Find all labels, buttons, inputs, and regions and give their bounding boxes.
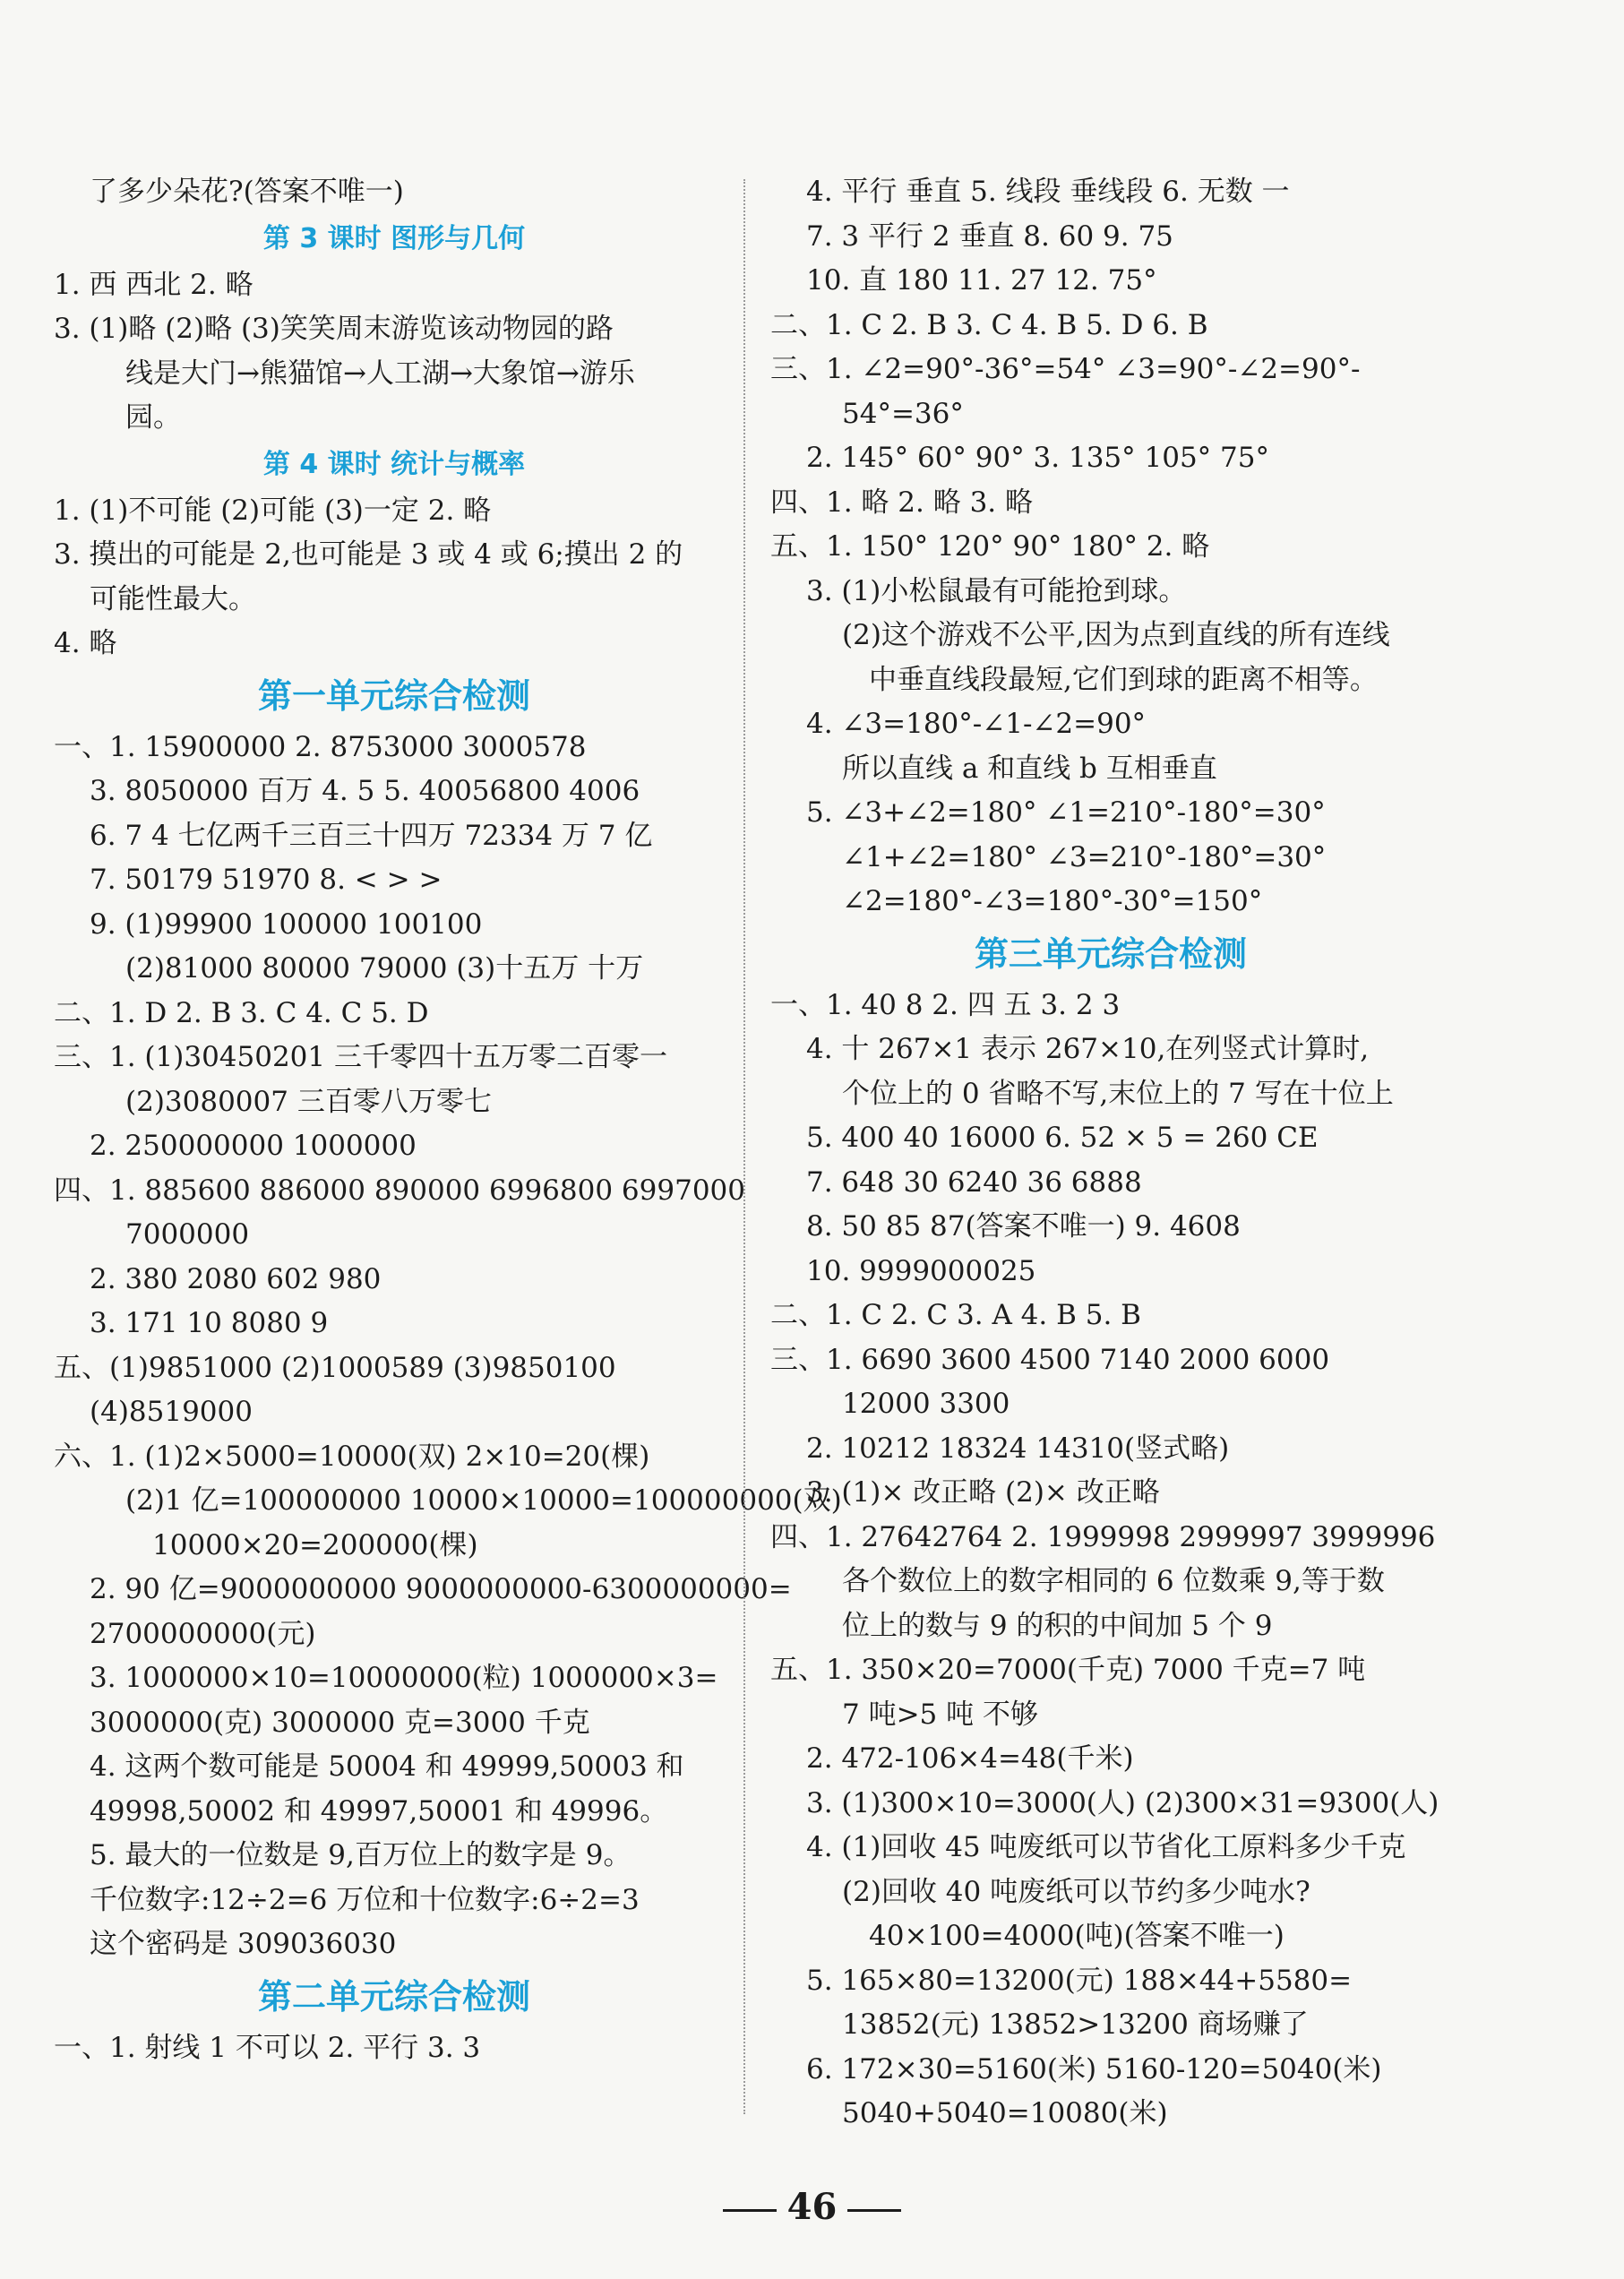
answer-line: 5. ∠3+∠2=180° ∠1=210°-180°=30° bbox=[806, 796, 1326, 829]
answer-line: (2)81000 80000 79000 (3)十五万 十万 bbox=[125, 952, 644, 985]
answer-line: 千位数字:12÷2=6 万位和十位数字:6÷2=3 bbox=[90, 1883, 640, 1916]
answer-line: 一、1. 15900000 2. 8753000 3000578 bbox=[54, 730, 587, 763]
answer-line: 7. 3 平行 2 垂直 8. 60 9. 75 bbox=[806, 219, 1173, 253]
answer-line: 10. 9999000025 bbox=[806, 1254, 1036, 1287]
answer-line: 中垂直线段最短,它们到球的距离不相等。 bbox=[869, 663, 1378, 696]
answer-line: 2. 472-106×4=48(千米) bbox=[806, 1742, 1134, 1775]
answer-line: 3. 摸出的可能是 2,也可能是 3 或 4 或 6;摸出 2 的 bbox=[54, 538, 683, 571]
answer-line: 了多少朵花?(答案不唯一) bbox=[90, 176, 404, 208]
answer-line: 四、1. 27642764 2. 1999998 2999997 3999996 bbox=[770, 1520, 1436, 1553]
answer-line: (2)3080007 三百零八万零七 bbox=[125, 1085, 492, 1118]
unit-heading: 第二单元综合检测 bbox=[257, 1975, 530, 2017]
answer-line: 3. (1)300×10=3000(人) (2)300×31=9300(人) bbox=[806, 1786, 1439, 1819]
right-column bbox=[770, 170, 1451, 2137]
answer-line: 2. 90 亿=9000000000 9000000000-6300000000= bbox=[90, 1573, 792, 1605]
answer-line: 1. 西 西北 2. 略 bbox=[54, 268, 253, 301]
answer-line: 5040+5040=10080(米) bbox=[842, 2097, 1168, 2129]
answer-line: 3. (1)× 改正略 (2)× 改正略 bbox=[806, 1476, 1160, 1509]
answer-line: 一、1. 40 8 2. 四 五 3. 2 3 bbox=[770, 988, 1121, 1021]
answer-line: 2. 250000000 1000000 bbox=[90, 1130, 417, 1162]
answer-line: 2. 145° 60° 90° 3. 135° 105° 75° bbox=[806, 442, 1269, 474]
answer-line: 3. (1)略 (2)略 (3)笑笑周末游览该动物园的路 bbox=[54, 313, 614, 345]
page-number bbox=[0, 2186, 1624, 2228]
answer-line: 13852(元) 13852>13200 商场赚了 bbox=[842, 2008, 1309, 2041]
answer-line: 4. 这两个数可能是 50004 和 49999,50003 和 bbox=[90, 1750, 684, 1783]
answer-line: 四、1. 885600 886000 890000 6996800 6997000 bbox=[54, 1174, 745, 1207]
answer-line: 线是大门→熊猫馆→人工湖→大象馆→游乐 bbox=[125, 357, 635, 390]
answer-line: 7000000 bbox=[125, 1218, 250, 1251]
answer-line: 10. 直 180 11. 27 12. 75° bbox=[806, 264, 1157, 297]
answer-line: 位上的数与 9 的积的中间加 5 个 9 bbox=[842, 1609, 1273, 1642]
answer-line: 5. 最大的一位数是 9,百万位上的数字是 9。 bbox=[90, 1839, 632, 1871]
unit-heading: 第三单元综合检测 bbox=[974, 933, 1247, 974]
answer-line: 个位上的 0 省略不写,末位上的 7 写在十位上 bbox=[842, 1077, 1394, 1110]
answer-line: 4. 平行 垂直 5. 线段 垂线段 6. 无数 一 bbox=[806, 176, 1290, 208]
answer-line: 5. 400 40 16000 6. 52 × 5 = 260 CE bbox=[806, 1122, 1319, 1154]
answer-line: 六、1. (1)2×5000=10000(双) 2×10=20(棵) bbox=[54, 1440, 650, 1473]
left-column bbox=[54, 170, 842, 2070]
answer-line: 二、1. C 2. B 3. C 4. B 5. D 6. B bbox=[770, 308, 1208, 341]
answer-line: 4. 十 267×1 表示 267×10,在列竖式计算时, bbox=[806, 1033, 1370, 1065]
unit-heading: 第一单元综合检测 bbox=[257, 675, 530, 716]
answer-line: (2)这个游戏不公平,因为点到直线的所有连线 bbox=[842, 619, 1390, 651]
answer-line: 54°=36° bbox=[842, 397, 964, 430]
answer-line: 3. 8050000 百万 4. 5 5. 40056800 4006 bbox=[90, 775, 640, 807]
answer-line: 2700000000(元) bbox=[90, 1617, 316, 1650]
answer-line: 4. (1)回收 45 吨废纸可以节省化工原料多少千克 bbox=[806, 1831, 1406, 1863]
answer-line: ∠1+∠2=180° ∠3=210°-180°=30° bbox=[842, 840, 1327, 873]
answer-line: 49998,50002 和 49997,50001 和 49996。 bbox=[90, 1794, 668, 1828]
answer-line: 各个数位上的数字相同的 6 位数乘 9,等于数 bbox=[842, 1565, 1385, 1597]
answer-line: 三、1. ∠2=90°-36°=54° ∠3=90°-∠2=90°- bbox=[770, 353, 1361, 385]
answer-line: 一、1. 射线 1 不可以 2. 平行 3. 3 bbox=[54, 2031, 481, 2064]
answer-line: 所以直线 a 和直线 b 互相垂直 bbox=[842, 752, 1217, 785]
answer-line: 2. 10212 18324 14310(竖式略) bbox=[806, 1432, 1230, 1465]
answer-line: 3. 1000000×10=10000000(粒) 1000000×3= bbox=[90, 1662, 718, 1694]
answer-line: ∠2=180°-∠3=180°-30°=150° bbox=[842, 885, 1263, 917]
answer-line: 园。 bbox=[125, 401, 181, 434]
answer-line: 7 吨>5 吨 不够 bbox=[842, 1698, 1038, 1731]
page-number-text: 46 bbox=[786, 2186, 838, 2228]
answer-line: 三、1. 6690 3600 4500 7140 2000 6000 bbox=[770, 1343, 1330, 1376]
answer-line: 这个密码是 309036030 bbox=[90, 1928, 397, 1960]
lesson-heading: 第 3 课时 图形与几何 bbox=[262, 222, 526, 254]
answer-line: 10000×20=200000(棵) bbox=[152, 1528, 478, 1561]
answer-line: 五、1. 150° 120° 90° 180° 2. 略 bbox=[770, 530, 1210, 563]
answer-line: 40×100=4000(吨)(答案不唯一) bbox=[869, 1920, 1285, 1952]
answer-line: 三、1. (1)30450201 三千零四十五万零二百零一 bbox=[54, 1041, 667, 1073]
answer-line: 7. 50179 51970 8. < > > bbox=[90, 864, 443, 896]
lesson-heading: 第 4 课时 统计与概率 bbox=[262, 448, 526, 480]
answer-line: 二、1. C 2. C 3. A 4. B 5. B bbox=[770, 1299, 1141, 1331]
answer-line: 2. 380 2080 602 980 bbox=[90, 1262, 382, 1295]
page-number-dash-right bbox=[847, 2209, 901, 2212]
answer-line: 二、1. D 2. B 3. C 4. C 5. D bbox=[54, 996, 429, 1029]
answer-line: 五、1. 350×20=7000(千克) 7000 千克=7 吨 bbox=[770, 1654, 1366, 1686]
answer-line: (2)1 亿=100000000 10000×10000=100000000(双) bbox=[125, 1484, 842, 1517]
answer-line: 五、(1)9851000 (2)1000589 (3)9850100 bbox=[54, 1351, 616, 1384]
answer-line: 可能性最大。 bbox=[90, 582, 256, 615]
answer-line: (2)回收 40 吨废纸可以节约多少吨水? bbox=[842, 1875, 1310, 1908]
answer-line: (4)8519000 bbox=[90, 1396, 253, 1428]
answer-line: 5. 165×80=13200(元) 188×44+5580= bbox=[806, 1964, 1353, 1997]
answer-line: 8. 50 85 87(答案不唯一) 9. 4608 bbox=[806, 1210, 1241, 1243]
answer-line: 6. 7 4 七亿两千三百三十四万 72334 万 7 亿 bbox=[90, 819, 653, 852]
answer-line: 9. (1)99900 100000 100100 bbox=[90, 907, 483, 941]
answer-line: 4. 略 bbox=[54, 627, 117, 659]
answer-line: 四、1. 略 2. 略 3. 略 bbox=[770, 486, 1034, 519]
answer-line: 3. (1)小松鼠最有可能抢到球。 bbox=[806, 574, 1187, 607]
answer-line: 4. ∠3=180°-∠1-∠2=90° bbox=[806, 708, 1147, 740]
answer-line: 1. (1)不可能 (2)可能 (3)一定 2. 略 bbox=[54, 494, 492, 527]
answer-line: 12000 3300 bbox=[842, 1388, 1010, 1420]
page-number-dash-left bbox=[723, 2209, 777, 2212]
answer-line: 3000000(克) 3000000 克=3000 千克 bbox=[90, 1706, 590, 1739]
column-divider bbox=[743, 179, 745, 2114]
answer-line: 7. 648 30 6240 36 6888 bbox=[806, 1165, 1142, 1199]
answer-line: 6. 172×30=5160(米) 5160-120=5040(米) bbox=[806, 2052, 1382, 2086]
answer-line: 3. 171 10 8080 9 bbox=[90, 1307, 329, 1339]
